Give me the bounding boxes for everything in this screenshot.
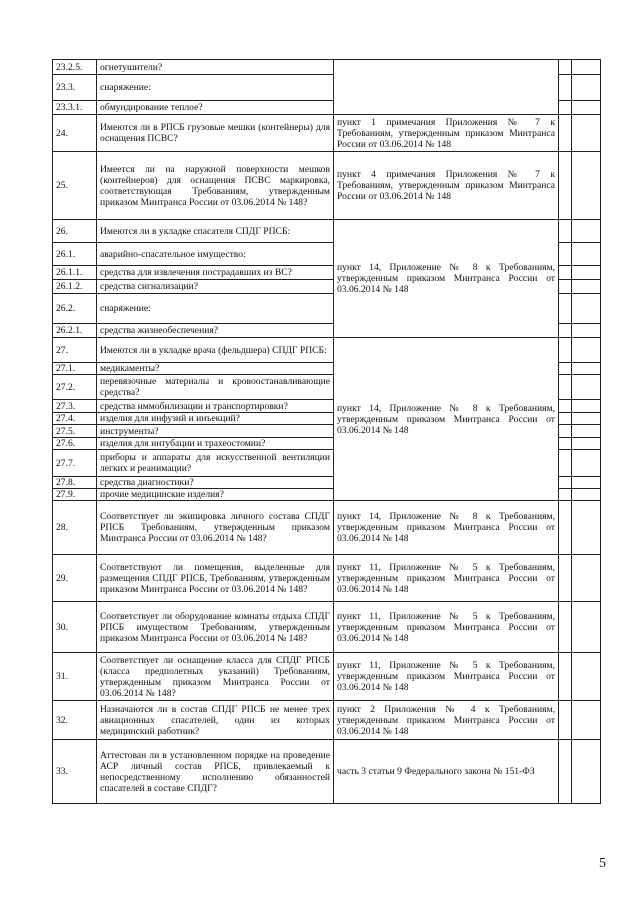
row-question: медикаменты?	[97, 363, 334, 375]
row-question: Имеются ли в укладке спасателя СПДГ РПСБ:	[97, 220, 334, 243]
row-question: инструменты?	[97, 425, 334, 438]
source-cell: пункт 14, Приложение № 8 к Требованиям, утвержденным приказом Минтранса России от 03.06.2014 № 148	[334, 338, 559, 501]
row-number: 26.2.	[53, 294, 97, 324]
table-row	[53, 501, 601, 555]
row-number: 26.1.2.	[53, 280, 97, 294]
row-number: 26.1.	[53, 243, 97, 266]
row-number: 27.6.	[53, 438, 97, 450]
row-question: средства диагностики?	[97, 477, 334, 489]
row-number: 30.	[53, 602, 97, 653]
checklist-sheet	[52, 59, 600, 804]
row-question: средства иммобилизации и транспортировки?	[97, 400, 334, 413]
row-question: Соответствует ли оборудование комнаты отдыха СПДГ РПСБ имуществом Требованиям, утвержденным приказом Минтранса России от 03.06.2014 № 148?	[97, 602, 334, 653]
table-row	[53, 220, 601, 243]
row-question: изделия для инфузий и инъекций?	[97, 413, 334, 425]
row-number: 27.2.	[53, 375, 97, 400]
row-number: 27.5.	[53, 425, 97, 438]
table-row	[53, 740, 601, 804]
row-question: Соответствует ли экипировка личного состава СПДГ РПСБ Требованиям, утвержденным приказом Минтранса России от 03.06.2014 № 148?	[97, 501, 334, 555]
row-question: Имеются ли в укладке врача (фельдшера) СПДГ РПСБ:	[97, 338, 334, 363]
source-cell-empty	[334, 60, 559, 115]
source-cell: пункт 11, Приложение № 5 к Требованиям, утвержденным приказом Минтранса России от 03.06.2014 № 148	[334, 653, 559, 701]
row-question: огнетушители?	[97, 60, 334, 75]
row-number: 27.4.	[53, 413, 97, 425]
table-row	[53, 60, 601, 75]
row-question: изделия для интубации и трахеостомии?	[97, 438, 334, 450]
row-number: 28.	[53, 501, 97, 555]
row-question: перевязочные материалы и кровоостанавливающие средства?	[97, 375, 334, 400]
source-cell: пункт 14, Приложение № 8 к Требованиям, утвержденным приказом Минтранса России от 03.06.2014 № 148	[334, 220, 559, 338]
row-number: 32.	[53, 701, 97, 740]
row-question: средства сигнализации?	[97, 280, 334, 294]
page-number: 5	[599, 856, 606, 871]
row-question: прочие медицинские изделия?	[97, 489, 334, 501]
checklist-table	[52, 59, 601, 804]
row-question: Имеется ли на наружной поверхности мешков (контейнеров) для оснащения ПСВС маркировка, соответствующая Требованиям, утвержденным приказом Минтранса России от 03.06.2014 № 148?	[97, 152, 334, 220]
table-row	[53, 115, 601, 152]
row-question: приборы и аппараты для искусственной вентиляции легких и реанимации?	[97, 450, 334, 477]
source-cell: пункт 4 примечания Приложения № 7 к Требованиям, утвержденным приказом Минтранса России от 03.06.2014 № 148	[334, 152, 559, 220]
source-cell: часть 3 статьи 9 Федерального закона № 151-ФЗ	[334, 740, 559, 804]
row-number: 27.9.	[53, 489, 97, 501]
row-question: снаряжение:	[97, 75, 334, 101]
source-cell: пункт 11, Приложение № 5 к Требованиям, утвержденным приказом Минтранса России от 03.06.2014 № 148	[334, 555, 559, 602]
table-row	[53, 653, 601, 701]
row-number: 27.	[53, 338, 97, 363]
row-question: Имеются ли в РПСБ грузовые мешки (контейнеры) для оснащения ПСВС?	[97, 115, 334, 152]
row-number: 27.8.	[53, 477, 97, 489]
row-number: 23.3.1.	[53, 101, 97, 115]
row-number: 33.	[53, 740, 97, 804]
row-question: Назначаются ли в состав СПДГ РПСБ не менее трех авиационных спасателей, один из которых медицинский работник?	[97, 701, 334, 740]
row-question: Соответствуют ли помещения, выделенные для размещения СПДГ РПСБ, Требованиям, утвержденным приказом Минтранса России от 03.06.2014 № 148?	[97, 555, 334, 602]
row-number: 25.	[53, 152, 97, 220]
table-row	[53, 152, 601, 220]
row-number: 26.2.1.	[53, 324, 97, 338]
table-row	[53, 338, 601, 363]
row-number: 26.1.1.	[53, 266, 97, 280]
row-number: 23.3.	[53, 75, 97, 101]
source-cell: пункт 14, Приложение № 8 к Требованиям, утвержденным приказом Минтранса России от 03.06.2014 № 148	[334, 501, 559, 555]
row-question: обмундирование теплое?	[97, 101, 334, 115]
source-cell: пункт 1 примечания Приложения № 7 к Требованиям, утвержденным приказом Минтранса России от 03.06.2014 № 148	[334, 115, 559, 152]
row-number: 24.	[53, 115, 97, 152]
row-question: аварийно-спасательное имущество:	[97, 243, 334, 266]
table-row	[53, 602, 601, 653]
row-question: средства жизнеобеспечения?	[97, 324, 334, 338]
source-cell: пункт 11, Приложение № 5 к Требованиям, утвержденным приказом Минтранса России от 03.06.2014 № 148	[334, 602, 559, 653]
row-number: 26.	[53, 220, 97, 243]
row-number: 29.	[53, 555, 97, 602]
row-question: Соответствует ли оснащение класса для СПДГ РПСБ (класса предполетных указаний) Требованиям, утвержденным приказом Минтранса России от 03.06.2014 № 148?	[97, 653, 334, 701]
row-number: 27.7.	[53, 450, 97, 477]
row-number: 27.1.	[53, 363, 97, 375]
row-question: снаряжение:	[97, 294, 334, 324]
row-number: 27.3.	[53, 400, 97, 413]
table-row	[53, 555, 601, 602]
source-cell: пункт 2 Приложения № 4 к Требованиям, утвержденным приказом Минтранса России от 03.06.2014 № 148	[334, 701, 559, 740]
row-number: 31.	[53, 653, 97, 701]
row-question: Аттестован ли в установленном порядке на проведение АСР личный состав РПСБ, привлекаемый к непосредственному исполнению обязанностей спасателей в составе СПДГ?	[97, 740, 334, 804]
table-row	[53, 701, 601, 740]
row-question: средства для извлечения пострадавших из ВС?	[97, 266, 334, 280]
row-number: 23.2.5.	[53, 60, 97, 75]
